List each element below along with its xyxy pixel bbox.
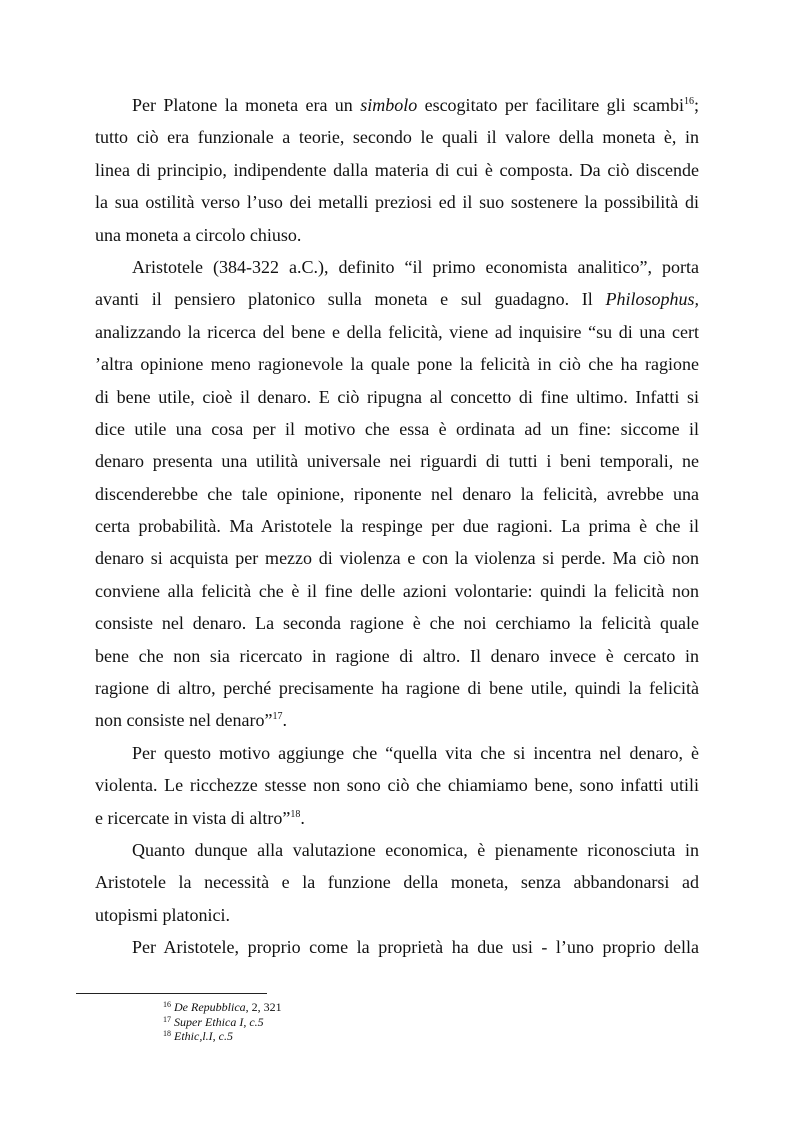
italic-term: Philosophus, — [605, 289, 699, 310]
footnote-18: $^{18}$ Ethic,l.I, c.5 — [163, 1029, 233, 1043]
text-line: Per questo motivo aggiunge che “quella vita che si incentra nel denaro, è — [132, 742, 699, 763]
text-line: tutto ciò era funzionale a teorie, secondo le quali il valore della moneta è, in — [95, 127, 699, 148]
text-line: Aristotele la necessità e la funzione della moneta, senza abbandonarsi ad — [95, 872, 699, 893]
text-line: una moneta a circolo chiuso. — [95, 224, 302, 245]
paragraph-motivo — [95, 737, 699, 834]
text-line: denaro si acquista per mezzo di violenza e con la violenza si perde. Ma ciò non — [95, 548, 699, 569]
text-line: Per Platone la moneta era un simbolo escogitato per facilitare gli scambi$^{16}$; — [132, 95, 699, 115]
text-line: bene che non sia ricercato in ragione di altro. Il denaro invece è cercato in — [95, 645, 699, 666]
text-line: utopismi platonici. — [95, 904, 230, 925]
text-line: Per Aristotele, proprio come la proprietà ha due usi - l’uno proprio della — [132, 937, 699, 958]
text-line: la sua ostilità verso l’uso dei metalli preziosi ed il suo sostenere la possibilità di — [95, 192, 699, 213]
text-line: violenta. Le ricchezze stesse non sono ciò che chiamiamo bene, sono infatti utili — [95, 775, 699, 796]
footnote-ref-17: 17 — [272, 711, 283, 723]
footnote-17: $^{17}$ Super Ethica I, c.5 — [163, 1014, 264, 1029]
text-line: e ricercate in vista di altro”$^{18}$. — [95, 807, 305, 828]
text-line: dice utile una cosa per il motivo che essa è ordinata ad un fine: siccome il — [95, 418, 699, 439]
paragraph-valutazione — [95, 834, 699, 931]
text-line: ragione di altro, perché precisamente ha ragione di bene utile, quindi la felicità — [95, 678, 699, 699]
footnote-ref-16: 16 — [683, 96, 694, 107]
text-line: ’altra opinione meno ragionevole la quale pone la felicità in ciò che ha ragione — [95, 354, 699, 375]
footnotes — [163, 1000, 282, 1044]
footnote-separator — [76, 993, 267, 994]
text-line: denaro presenta una utilità universale nei riguardi di tutti i beni temporali, ne — [95, 451, 699, 472]
text-line: discenderebbe che tale opinione, riponente nel denaro la felicità, avrebbe una — [95, 483, 699, 504]
text-line: Aristotele (384-322 a.C.), definito “il primo economista analitico”, porta — [132, 256, 699, 277]
footnote-16: $^{16}$ De Repubblica, 2, 321 — [163, 1000, 282, 1014]
body-text — [95, 89, 699, 964]
text-line: certa probabilità. Ma Aristotele la respinge per due ragioni. La prima è che il — [95, 516, 699, 537]
paragraph-platone — [95, 89, 699, 251]
text-line: analizzando la ricerca del bene e della felicità, viene ad inquisire “su di una cert — [95, 321, 699, 342]
text-line: di bene utile, cioè il denaro. E ciò ripugna al concetto di fine ultimo. Infatti si — [95, 386, 699, 407]
text-line: linea di principio, indipendente dalla materia di cui è composta. Da ciò discende — [95, 159, 699, 180]
text-line: avanti il pensiero platonico sulla moneta e sul guadagno. Il Philosophus, — [95, 289, 699, 310]
footnote-ref-18: 18 — [290, 808, 301, 820]
paragraph-aristotele — [95, 251, 699, 737]
text-line: Quanto dunque alla valutazione economica, è pienamente riconosciuta in — [132, 839, 699, 860]
text-line: non consiste nel denaro”$^{17}$. — [95, 710, 287, 731]
paragraph-usi — [95, 931, 699, 963]
text-line: conviene alla felicità che è il fine delle azioni volontarie: quindi la felicità non — [95, 580, 699, 601]
italic-term: simbolo — [360, 95, 418, 115]
text-line: consiste nel denaro. La seconda ragione è che noi cerchiamo la felicità quale — [95, 613, 699, 634]
